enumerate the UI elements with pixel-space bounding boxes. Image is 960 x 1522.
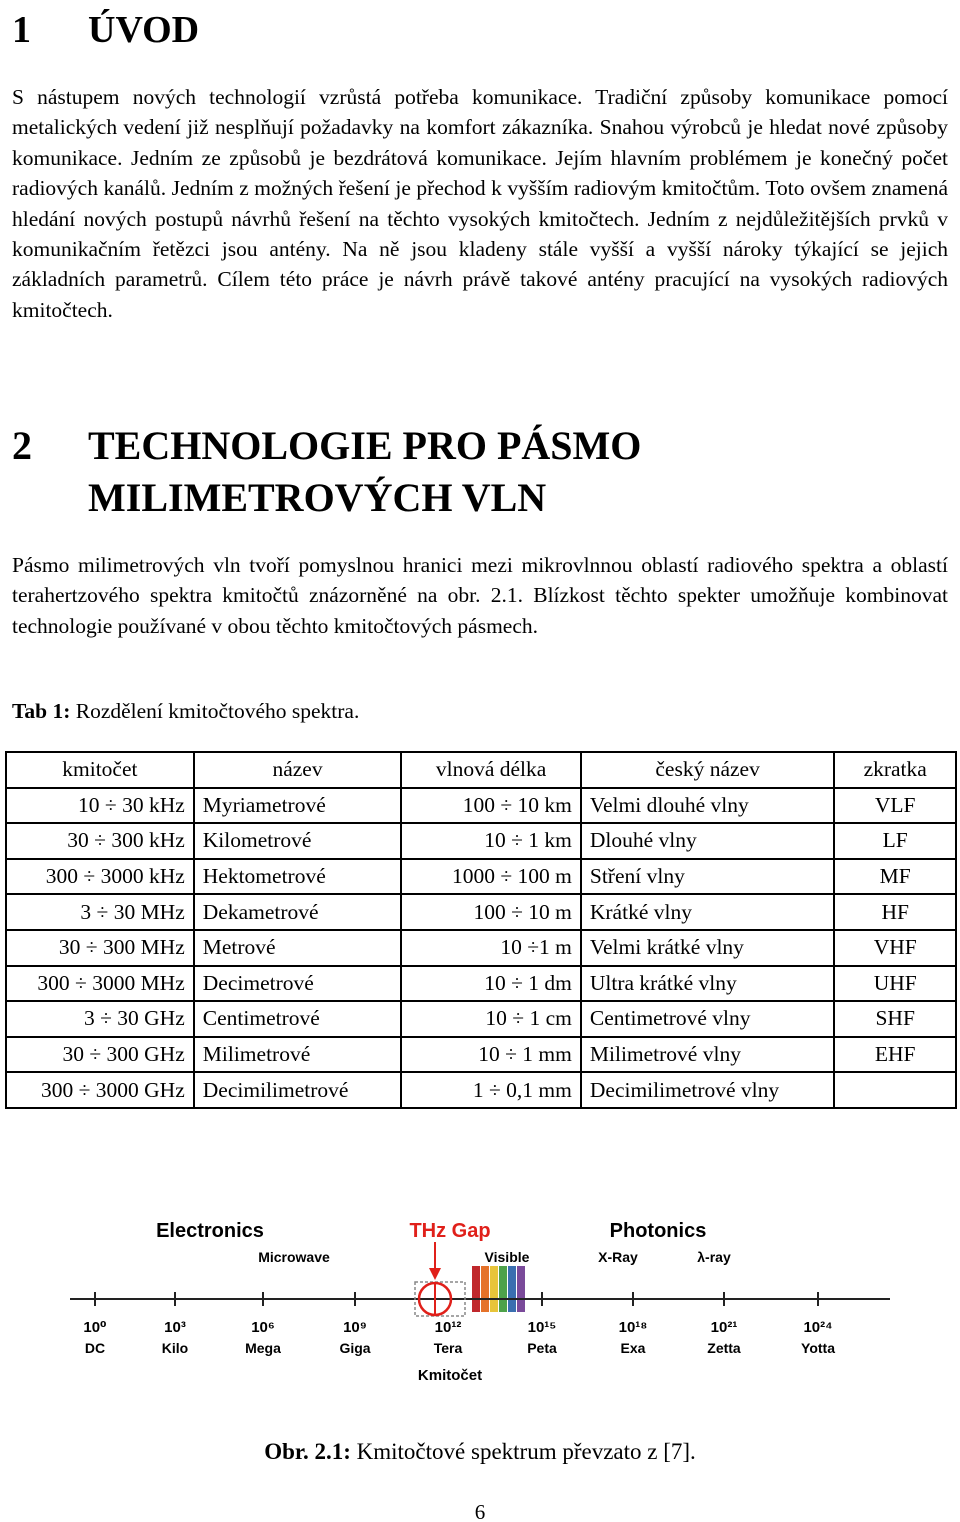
axis-label-kmitocet: Kmitočet [417,1367,483,1384]
table-cell: Hektometrové [194,859,402,895]
table-cell: 100 ÷ 10 km [401,788,581,824]
power-label: 10¹⁸ [618,1319,648,1336]
table-cell: EHF [834,1037,956,1073]
table-caption-label: Tab 1: [12,699,71,723]
table-cell: Dekametrové [194,894,402,930]
prefix-label: Peta [527,1340,557,1356]
table-cell: Kilometrové [194,823,402,859]
section-2-heading [12,420,641,524]
table-row [6,1001,956,1037]
figure-caption [0,1437,960,1467]
table-header-cell: název [194,752,402,788]
table-row [6,823,956,859]
table-cell: Metrové [194,930,402,966]
table-cell: MF [834,859,956,895]
table-header-cell: český název [581,752,835,788]
table-cell: 10 ÷ 1 km [401,823,581,859]
table-cell: 100 ÷ 10 m [401,894,581,930]
visible-bar [517,1266,525,1312]
table-header-cell: zkratka [834,752,956,788]
table-row [6,966,956,1002]
prefix-label: Yotta [801,1340,835,1356]
table-caption [12,696,359,726]
power-label: 10⁶ [251,1319,275,1336]
visible-bar [472,1266,480,1312]
prefix-labels [85,1340,835,1356]
visible-bar [481,1266,489,1312]
table-cell: Decimilimetrové vlny [581,1072,835,1108]
prefix-label: Tera [433,1340,463,1356]
table-header-cell: vlnová délka [401,752,581,788]
table-cell: 1 ÷ 0,1 mm [401,1072,581,1108]
table-cell: 10 ÷ 1 dm [401,966,581,1002]
section-2-number: 2 [12,423,32,468]
table-cell: SHF [834,1001,956,1037]
table-cell: 10 ÷ 1 mm [401,1037,581,1073]
section-2-title-line2: MILIMETROVÝCH VLN [88,475,547,520]
table-cell: HF [834,894,956,930]
table-row [6,894,956,930]
label-visible: Visible [484,1249,530,1265]
table-cell: 30 ÷ 300 kHz [6,823,194,859]
table-cell: 10 ÷1 m [401,930,581,966]
table-cell: Velmi krátké vlny [581,930,835,966]
table-cell [834,1072,956,1108]
table-row [6,788,956,824]
section-2-paragraph: Pásmo milimetrových vln tvoří pomyslnou hranici mezi mikrovlnnou oblastí radiového spektra a oblastí terahertzového spektra kmitočtů znázorněné na obr. 2.1. Blízkost těchto spekter umožňuje kombinovat technologie používané v obou těchto kmitočtových pásmech. [12,553,948,638]
table-row [6,859,956,895]
figure-caption-text: Kmitočtové spektrum převzato z [7]. [350,1439,696,1464]
section-2-title-line1: TECHNOLOGIE PRO PÁSMO [88,423,642,468]
power-labels [83,1319,832,1336]
table-caption-text: Rozdělení kmitočtového spektra. [70,699,360,723]
table-row [6,930,956,966]
table-cell: 30 ÷ 300 MHz [6,930,194,966]
table-cell: 1000 ÷ 100 m [401,859,581,895]
prefix-label: Exa [620,1340,646,1356]
prefix-label: Kilo [161,1340,189,1356]
label-thz-gap: THz Gap [409,1220,491,1242]
table-cell: LF [834,823,956,859]
thz-arrow-head [429,1268,441,1280]
table-cell: 300 ÷ 3000 MHz [6,966,194,1002]
table-header-cell: kmitočet [6,752,194,788]
table-cell: Centimetrové [194,1001,402,1037]
label-electronics: Electronics [156,1220,264,1242]
power-label: 10⁰ [83,1319,107,1336]
table-row [6,1037,956,1073]
table-cell: 10 ÷ 1 cm [401,1001,581,1037]
section-1-number: 1 [12,9,31,51]
visible-bar [499,1266,507,1312]
table-cell: 300 ÷ 3000 GHz [6,1072,194,1108]
table-cell: Milimetrové vlny [581,1037,835,1073]
section-1-paragraph: S nástupem nových technologií vzrůstá potřeba komunikace. Tradiční způsoby komunikace pomocí metalických vedení již nesplňují požadavky na komfort zákazníka. Snahou výrobců je hledat nové způsoby komunikace. Jedním ze způsobů je bezdrátová komunikace. Jejím hlavním problémem je konečný počet radiových kanálů. Jedním z možných řešení je přechod k vyšším radiovým kmitočtům. Toto ovšem znamená hledání nových postupů návrhů řešení na těchto vysokých kmitočtech. Jedním z nejdůležitějších prvků v komunikačním řetězci jsou antény. Na ně jsou kladeny stále vyšší a vyšší nároky týkající se jejich základních parametrů. Cílem této práce je návrh právě takové antény pracující na vysokých radiových kmitočtech. [12,85,948,322]
prefix-label: Giga [339,1340,371,1356]
table-cell: 300 ÷ 3000 kHz [6,859,194,895]
table-header-row [6,752,956,788]
page-number: 6 [474,1500,486,1522]
table-cell: Stření vlny [581,859,835,895]
spectrum-figure [60,1210,900,1390]
label-x-ray: X-Ray [598,1249,638,1265]
visible-bar [508,1266,516,1312]
table-cell: 10 ÷ 30 kHz [6,788,194,824]
table-cell: Krátké vlny [581,894,835,930]
table-cell: 3 ÷ 30 MHz [6,894,194,930]
prefix-label: Mega [245,1340,281,1356]
table-cell: Decimetrové [194,966,402,1002]
label-gamma-ray: λ-ray [697,1249,731,1265]
power-label: 10³ [164,1319,186,1336]
prefix-label: Zetta [707,1340,741,1356]
section-1-heading [12,8,199,52]
table-cell: Dlouhé vlny [581,823,835,859]
table-cell: Velmi dlouhé vlny [581,788,835,824]
table-row [6,1072,956,1108]
table-cell: 30 ÷ 300 GHz [6,1037,194,1073]
table-cell: 3 ÷ 30 GHz [6,1001,194,1037]
table-cell: UHF [834,966,956,1002]
prefix-label: DC [84,1340,106,1356]
power-label: 10¹⁵ [527,1319,557,1336]
power-label: 10²⁴ [803,1319,833,1336]
spectrum-table [5,751,957,1109]
visible-bar [490,1266,498,1312]
table-cell: Decimilimetrové [194,1072,402,1108]
table-cell: Milimetrové [194,1037,402,1073]
power-label: 10²¹ [710,1319,738,1336]
table-cell: VLF [834,788,956,824]
label-photonics: Photonics [609,1220,707,1242]
power-label: 10⁹ [343,1319,367,1336]
table-cell: VHF [834,930,956,966]
table-cell: Centimetrové vlny [581,1001,835,1037]
section-1-title: ÚVOD [88,9,200,51]
visible-bars [472,1266,525,1312]
table-cell: Ultra krátké vlny [581,966,835,1002]
table-cell: Myriametrové [194,788,402,824]
label-microwave: Microwave [258,1249,330,1265]
figure-caption-label: Obr. 2.1: [264,1439,351,1464]
power-label: 10¹² [434,1319,462,1336]
